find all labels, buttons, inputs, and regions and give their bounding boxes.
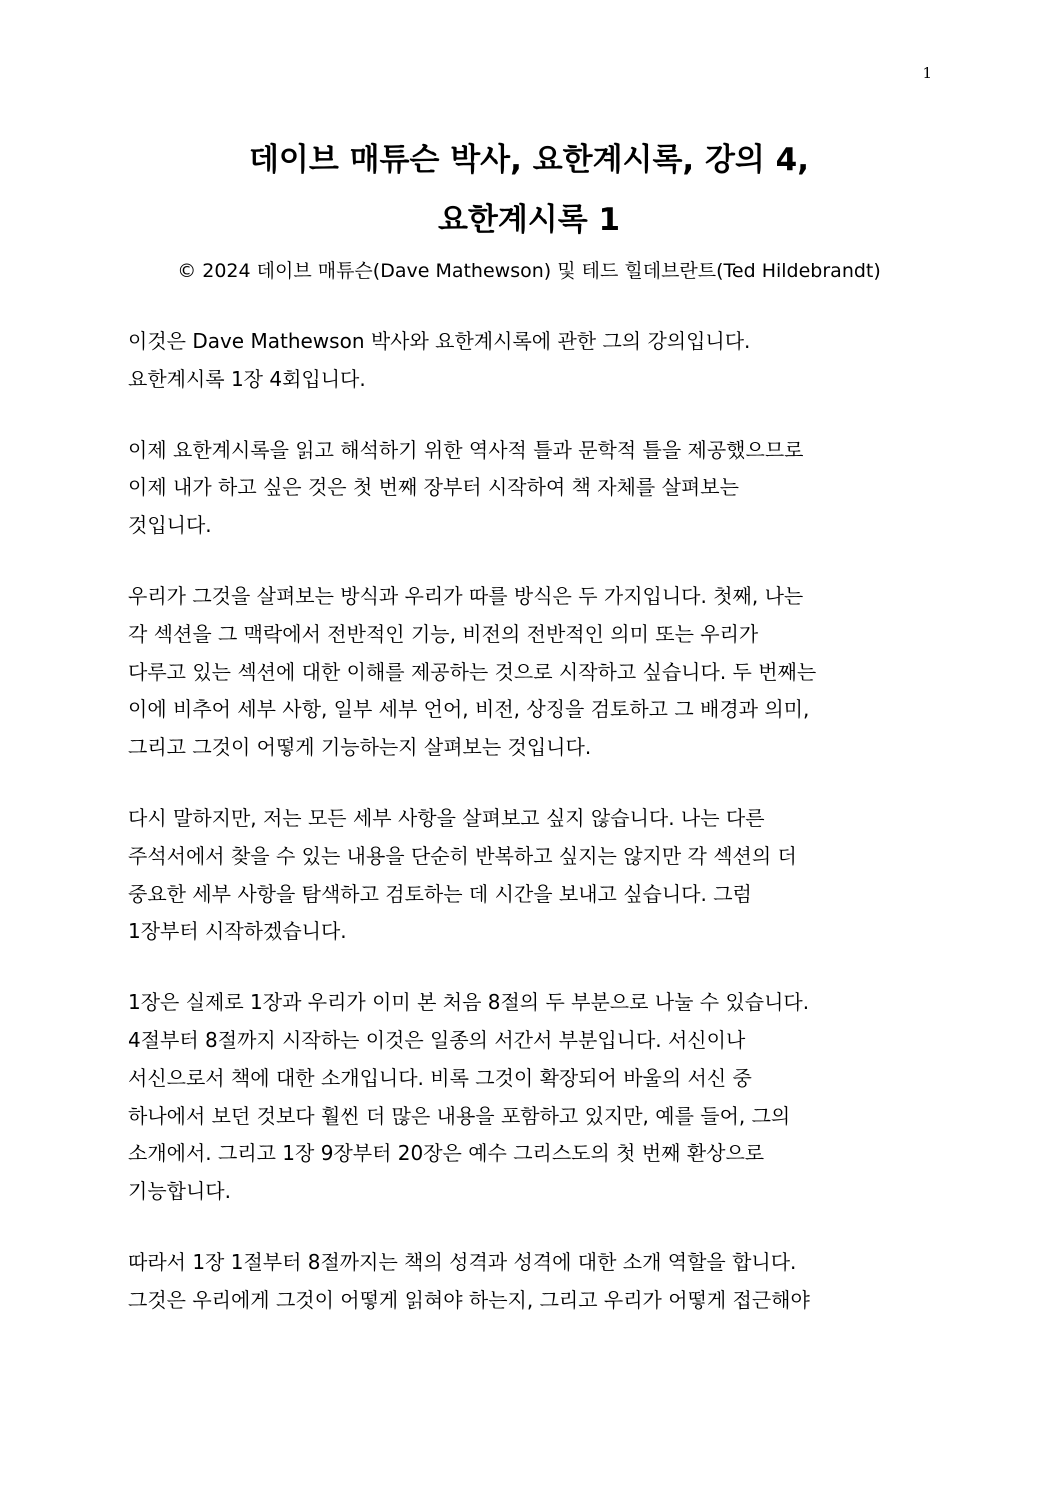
text-line: 다루고 있는 섹션에 대한 이해를 제공하는 것으로 시작하고 싶습니다. 두 번째는 (128, 659, 817, 684)
text-line: 이제 내가 하고 싶은 것은 첫 번째 장부터 시작하여 책 자체를 살펴보는 (128, 475, 739, 500)
title-block (100, 130, 958, 288)
text-line: 4절부터 8절까지 시작하는 이것은 일종의 서간서 부분입니다. 서신이나 (128, 1027, 746, 1052)
text-line: 이것은 Dave Mathewson 박사와 요한계시록에 관한 그의 강의입니다. (128, 329, 751, 353)
paragraph-1 (128, 323, 948, 399)
text-line: 따라서 1장 1절부터 8절까지는 책의 성격과 성격에 대한 소개 역할을 합니다. (128, 1249, 797, 1274)
text-line: 요한계시록 1장 4회입니다. (128, 366, 366, 391)
text-line: 것입니다. (128, 513, 212, 538)
text-line: 하나에서 보던 것보다 훨씬 더 많은 내용을 포함하고 있지만, 예를 들어, 그의 (128, 1103, 791, 1128)
text-line: 이제 요한계시록을 읽고 해석하기 위한 역사적 틀과 문학적 틀을 제공했으므로 (128, 437, 804, 462)
copyright-notice: © 2024 데이브 매튜슨(Dave Mathewson) 및 테드 힐데브란트(Ted Hildebrandt) (177, 260, 881, 282)
page-number: 1 (922, 64, 932, 82)
text-line: 이에 비추어 세부 사항, 일부 세부 언어, 비전, 상징을 검토하고 그 배경과 의미, (128, 697, 810, 722)
text-line: 소개에서. 그리고 1장 9장부터 20장은 예수 그리스도의 첫 번째 환상으로 (128, 1141, 765, 1166)
text-line: 1장부터 시작하겠습니다. (128, 919, 347, 944)
text-line: 기능합니다. (128, 1179, 231, 1204)
text-line: 1장은 실제로 1장과 우리가 이미 본 처음 8절의 두 부분으로 나눌 수 있습니다. (128, 990, 810, 1015)
text-line: 다시 말하지만, 저는 모든 세부 사항을 살펴보고 싶지 않습니다. 나는 다른 (128, 805, 765, 830)
document-body (128, 323, 948, 1353)
document-title-line-2: 요한계시록 1 (437, 202, 621, 238)
paragraph-3 (128, 578, 948, 767)
paragraph-5 (128, 984, 948, 1211)
text-line: 주석서에서 찾을 수 있는 내용을 단순히 반복하고 싶지는 않지만 각 섹션의 더 (128, 843, 797, 868)
text-line: 중요한 세부 사항을 탐색하고 검토하는 데 시간을 보내고 싶습니다. 그럼 (128, 881, 752, 906)
text-line: 그리고 그것이 어떻게 기능하는지 살펴보는 것입니다. (128, 735, 592, 760)
text-line: 각 섹션을 그 맥락에서 전반적인 기능, 비전의 전반적인 의미 또는 우리가 (128, 621, 759, 646)
paragraph-6 (128, 1244, 948, 1320)
document-title-line-1: 데이브 매튜슨 박사, 요한계시록, 강의 4, (248, 142, 810, 178)
text-line: 우리가 그것을 살펴보는 방식과 우리가 따를 방식은 두 가지입니다. 첫째, 나는 (128, 583, 804, 608)
text-line: 서신으로서 책에 대한 소개입니다. 비록 그것이 확장되어 바울의 서신 중 (128, 1065, 752, 1090)
paragraph-2 (128, 432, 948, 545)
text-line: 그것은 우리에게 그것이 어떻게 읽혀야 하는지, 그리고 우리가 어떻게 접근해야 (128, 1287, 810, 1312)
paragraph-4 (128, 800, 948, 951)
